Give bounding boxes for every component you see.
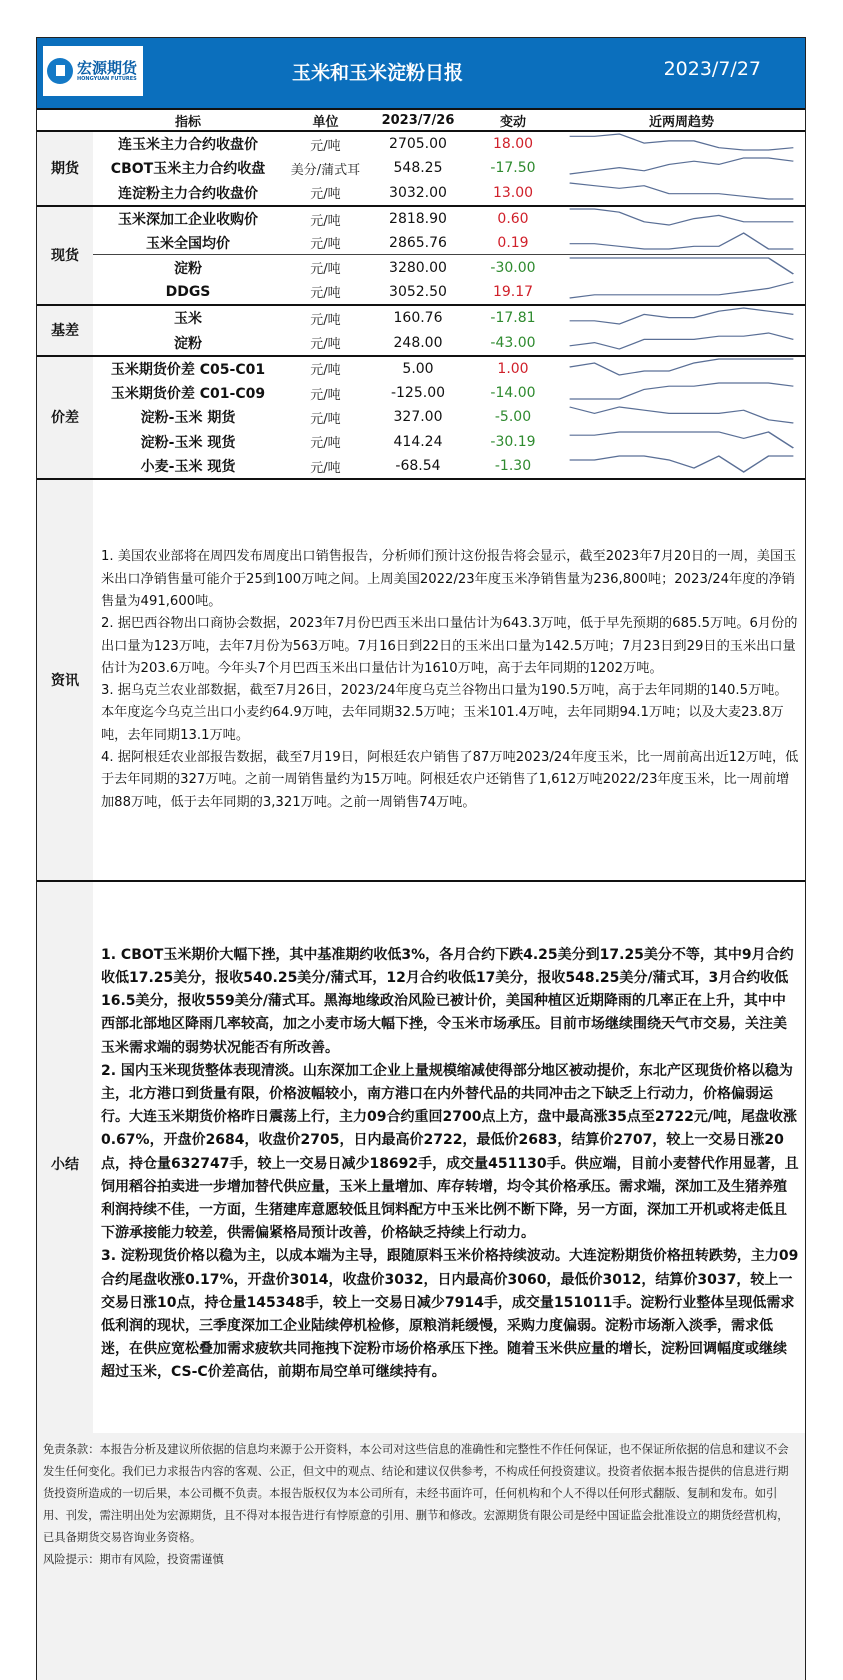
trend-line <box>570 333 794 349</box>
trend-sparkline <box>558 154 805 178</box>
unit: 元/吨 <box>310 286 341 302</box>
table-row <box>93 280 805 304</box>
indicator-name: 连淀粉主力合约收盘价 <box>118 185 258 202</box>
value: 3052.50 <box>389 283 447 300</box>
indicator-name: 淀粉 <box>174 260 202 277</box>
indicator-name: 小麦-玉米 现货 <box>140 459 236 475</box>
unit: 元/吨 <box>310 460 341 476</box>
unit: 元/吨 <box>310 387 341 403</box>
trend-sparkline <box>558 452 805 476</box>
change: -5.00 <box>494 409 532 426</box>
unit: 美分/蒲式耳 <box>290 162 361 178</box>
table-row <box>93 231 805 255</box>
unit: 元/吨 <box>310 411 341 427</box>
indicator-name: DDGS <box>165 283 211 300</box>
trend-line <box>570 134 794 150</box>
news-paragraph: 1. 美国农业部将在周四发布周度出口销售报告，分析师们预计这份报告将会显示，截至2023年7月20日的一周，美国玉米出口净销售量可能介于25到100万吨之间。上周美国2022/23年度玉米净销售量为236,800吨；2023/24年度的净销售量为491,600吨。 <box>101 549 797 609</box>
section-1 <box>37 207 805 306</box>
section-label: 期货 <box>37 132 93 205</box>
summary-body <box>93 882 805 1446</box>
table-row <box>93 430 805 454</box>
trend-line <box>570 359 794 375</box>
value: 160.76 <box>393 310 443 327</box>
col-value: 2023/7/26 <box>381 112 455 128</box>
change: 19.17 <box>492 283 534 300</box>
value: 248.00 <box>393 334 443 351</box>
trend-line <box>570 383 794 399</box>
unit: 元/吨 <box>310 237 341 253</box>
table-row <box>93 454 805 478</box>
col-change: 变动 <box>499 114 526 130</box>
value: 3280.00 <box>389 259 447 276</box>
trend-sparkline <box>558 254 805 278</box>
trend-sparkline <box>558 179 805 203</box>
trend-line <box>570 209 794 225</box>
indicator-name: 连玉米主力合约收盘价 <box>118 137 258 154</box>
col-trend: 近两周趋势 <box>648 114 714 130</box>
logo-en: HONGYUAN FUTURES <box>77 76 137 82</box>
trend-sparkline <box>558 130 805 154</box>
news-paragraph: 3. 据乌克兰农业部数据，截至7月26日，2023/24年度乌克兰谷物出口量为190.5万吨，高于去年同期的140.5万吨。本年度迄今乌克兰出口小麦约64.9万吨，去年同期32.5万吨；玉米101.4万吨，去年同期94.1万吨；以及大麦23.8万吨，去年同期13.1万吨。 <box>101 683 788 743</box>
change: -30.19 <box>490 433 536 450</box>
unit: 元/吨 <box>310 436 341 452</box>
change: -14.00 <box>490 385 536 402</box>
change: -17.50 <box>490 160 536 177</box>
indicator-name: 淀粉 <box>174 335 202 352</box>
summary-paragraph: 1. CBOT玉米期价大幅下挫，其中基准期约收低3%，各月合约下跌4.25美分到17.25美分不等，其中9月合约收低17.25美分，报收540.25美分/蒲式耳，12月合约收低17美分，报收548.25美分/蒲式耳，3月合约收低16.5美分，报收559美分/蒲式耳。黑海地缘政治风险已被计价，美国种植区近期降雨的几率正在上升，其中中西部北部地区降雨几率较高，加之小麦市场大幅下挫，令玉米市场承压。目前市场继续围绕天气市交易，关注美玉米需求端的弱势状况能否有所改善。 <box>101 946 794 1056</box>
table-row <box>93 181 805 205</box>
trend-line <box>570 407 794 423</box>
col-indicator: 指标 <box>174 114 201 130</box>
col-unit: 单位 <box>312 114 339 130</box>
table-row <box>93 306 805 330</box>
unit: 元/吨 <box>310 187 341 203</box>
value: 548.25 <box>393 160 443 177</box>
table-row <box>93 381 805 405</box>
change: 0.19 <box>497 234 529 251</box>
section-2 <box>37 306 805 357</box>
value: 414.24 <box>393 433 443 450</box>
summary-paragraph: 3. 淀粉现货价格以稳为主，以成本端为主导，跟随原料玉米价格持续波动。大连淀粉期货价格扭转跌势，主力09合约尾盘收涨0.17%，开盘价3014，收盘价3032，日内最高价3060，最低价3012，结算价3037，较上一交易日涨10点，持仓量145348手，较上一交易日减少7914手，成交量151011手。淀粉行业整体呈现低需求低利润的现状，三季度深加工企业陆续停机检修，原粮消耗缓慢，采购力度偏弱。淀粉市场渐入淡季，需求低迷，在供应宽松叠加需求疲软共同拖拽下淀粉市场价格承压下挫。随着玉米供应量的增长，淀粉回调幅度或继续超过玉米，CS-C价差高估，前期布局空单可继续持有。 <box>101 1248 799 1381</box>
indicator-name: 玉米期货价差 C05-C01 <box>110 361 266 378</box>
trend-sparkline <box>558 304 805 328</box>
summary-section <box>37 882 805 1448</box>
indicator-name: 玉米期货价差 C01-C09 <box>110 386 266 403</box>
news-paragraph: 4. 据阿根廷农业部报告数据，截至7月19日，阿根廷农户销售了87万吨2023/24年度玉米，比一周前高出近12万吨，低于去年同期的327万吨。之前一周销售量约为15万吨。阿根廷农户还销售了1,612万吨2022/23年度玉米，比一周前增加88万吨，低于去年同期的3,321万吨。之前一周销售74万吨。 <box>101 750 799 810</box>
indicator-name: 玉米深加工企业收购价 <box>118 212 258 229</box>
table-row <box>93 156 805 180</box>
trend-sparkline <box>558 355 805 379</box>
trend-line <box>570 233 794 249</box>
change: 18.00 <box>492 136 534 153</box>
change: 0.60 <box>497 211 529 228</box>
indicator-name: 玉米 <box>174 311 202 328</box>
risk-warning: 风险提示：期市有风险，投资需谨慎 <box>43 1553 224 1566</box>
section-0 <box>37 132 805 207</box>
trend-sparkline <box>558 428 805 452</box>
indicator-name: CBOT玉米主力合约收盘 <box>110 161 266 178</box>
trend-line <box>570 183 794 199</box>
change: -1.30 <box>494 458 532 474</box>
value: 2865.76 <box>389 234 447 251</box>
trend-line <box>570 258 794 274</box>
value: 2705.00 <box>389 136 447 153</box>
change: -30.00 <box>490 259 536 276</box>
table-row <box>93 357 805 381</box>
news-body <box>93 480 805 880</box>
trend-line <box>570 308 794 324</box>
data-table <box>37 132 805 480</box>
report-date: 2023/7/27 <box>663 58 761 80</box>
value: -125.00 <box>390 385 446 402</box>
report-header <box>37 38 805 110</box>
value: 3032.00 <box>389 184 447 201</box>
news-section <box>37 480 805 882</box>
report-frame <box>36 37 806 1448</box>
unit: 元/吨 <box>310 138 341 154</box>
trend-sparkline <box>558 278 805 302</box>
trend-line <box>570 158 794 174</box>
unit: 元/吨 <box>310 363 341 379</box>
trend-sparkline <box>558 205 805 229</box>
change: 13.00 <box>492 184 534 201</box>
value: 2818.90 <box>389 211 447 228</box>
trend-line <box>570 456 794 472</box>
unit: 元/吨 <box>310 262 341 278</box>
unit: 元/吨 <box>310 337 341 353</box>
trend-sparkline <box>558 329 805 353</box>
unit: 元/吨 <box>310 312 341 328</box>
table-row <box>93 330 805 354</box>
table-header <box>37 110 805 132</box>
indicator-name: 玉米全国均价 <box>146 235 230 252</box>
trend-sparkline <box>558 229 805 253</box>
trend-sparkline <box>558 379 805 403</box>
table-row <box>93 405 805 429</box>
change: -17.81 <box>490 310 536 327</box>
summary-label: 小结 <box>37 882 93 1446</box>
table-row <box>93 132 805 156</box>
section-label: 现货 <box>37 207 93 304</box>
news-paragraph: 2. 据巴西谷物出口商协会数据，2023年7月份巴西玉米出口量估计为643.3万吨，低于早先预期的685.5万吨。6月份的出口量为123万吨，去年7月份为563万吨。7月16日到22日的玉米出口量为142.5万吨；7月23日到29日的玉米出口量估计为203.6万吨。今年头7个月巴西玉米出口量估计为1610万吨，高于去年同期的1202万吨。 <box>101 616 798 676</box>
trend-sparkline <box>558 403 805 427</box>
unit: 元/吨 <box>310 213 341 229</box>
value: -68.54 <box>395 458 441 474</box>
report-title: 玉米和玉米淀粉日报 <box>292 62 464 84</box>
indicator-name: 淀粉-玉米 现货 <box>140 434 236 451</box>
table-row <box>93 255 805 279</box>
logo-icon <box>47 58 73 84</box>
section-label: 价差 <box>37 357 93 478</box>
trend-line <box>570 432 794 448</box>
disclaimer-text: 免责条款：本报告分析及建议所依据的信息均来源于公开资料，本公司对这些信息的准确性和完整性不作任何保证，也不保证所依据的信息和建议不会发生任何变化。我们已力求报告内容的客观、公正，但文中的观点、结论和建议仅供参考，不构成任何投资建议。投资者依据本报告提供的信息进行期货投资所造成的一切后果，本公司概不负责。本报告版权仅为本公司所有，未经书面许可，任何机构和个人不得以任何形式翻版、复制和发布。如引用、刊发，需注明出处为宏源期货，且不得对本报告进行有悖原意的引用、删节和修改。宏源期货有限公司是经中国证监会批准设立的期货经营机构，已具备期货交易咨询业务资格。 <box>43 1443 789 1544</box>
section-3 <box>37 357 805 480</box>
news-label: 资讯 <box>37 480 93 880</box>
indicator-name: 淀粉-玉米 期货 <box>140 410 236 427</box>
change: -43.00 <box>490 334 536 351</box>
company-logo <box>43 46 143 96</box>
change: 1.00 <box>497 360 529 377</box>
value: 5.00 <box>402 360 434 377</box>
disclaimer-footer <box>36 1433 806 1680</box>
summary-paragraph: 2. 国内玉米现货整体表现清淡。山东深加工企业上量规模缩减使得部分地区被动提价，东北产区现货价格以稳为主，北方港口到货量有限，价格波幅较小，南方港口在内外替代品的共同冲击之下缺乏上行动力，价格偏弱运行。大连玉米期货价格昨日震荡上行，主力09合约重回2700点上方，盘中最高涨35点至2722元/吨，尾盘收涨0.67%，开盘价2684，收盘价2705，日内最高价2722，最低价2683，结算价2707，较上一交易日涨20点，持仓量632747手，较上一交易日减少18692手，成交量451130手。供应端，目前小麦替代作用显著，且饲用稻谷拍卖进一步增加替代供应量，玉米上量增加、库存转增，均令其价格承压。需求端，深加工及生猪养殖利润持续不佳，一方面，生猪建库意愿较低且饲料配方中玉米比例不断下降，另一方面，深加工开机或将走低且下游承接能力较差，供需偏紧格局预计改善，价格缺乏持续上行动力。 <box>101 1062 799 1242</box>
trend-line <box>570 282 794 298</box>
table-row <box>93 207 805 231</box>
value: 327.00 <box>393 409 443 426</box>
logo-cn: 宏源期货 <box>77 59 138 77</box>
section-label: 基差 <box>37 306 93 355</box>
